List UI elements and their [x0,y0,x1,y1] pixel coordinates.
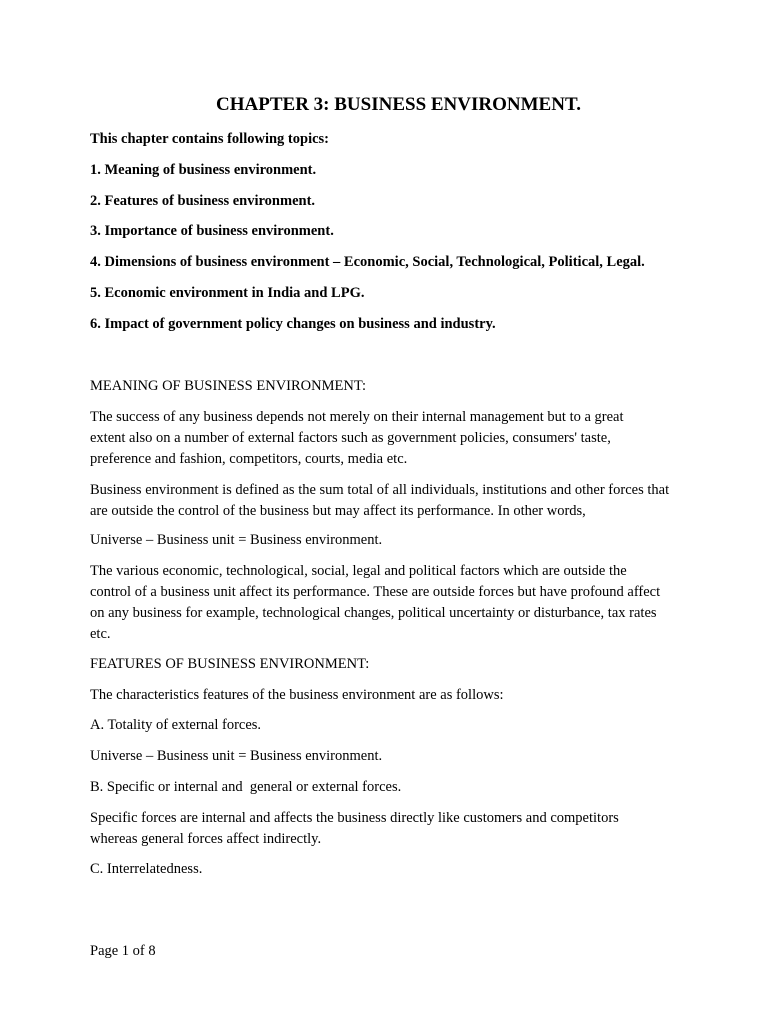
feature-item-a: A. Totality of external forces. [90,717,262,733]
feature-b-description: Specific forces are internal and affects the business directly like customers and competitors whereas general forces affect indirectly. [90,810,619,847]
feature-item-c: C. Interrelatedness. [90,861,203,877]
chapter-title: CHAPTER 3: BUSINESS ENVIRONMENT. [216,94,581,115]
topic-item-2: 2. Features of business environment. [90,193,316,209]
meaning-paragraph-3: The various economic, technological, social, legal and political factors which are outside the control of a business unit affect its performance. These are outside forces but have profound affect on any business for example, technological changes, political uncertainty or disturbance, tax rates etc. [90,563,661,642]
meaning-paragraph-1: The success of any business depends not merely on their internal management but to a great extent also on a number of external factors such as government policies, consumers' taste, preference and fashion, competitors, courts, media etc. [90,409,624,467]
topic-item-4: 4. Dimensions of business environment – Economic, Social, Technological, Political, Legal. [90,254,645,270]
feature-item-b: B. Specific or internal and general or external forces. [90,779,402,795]
meaning-paragraph-2: Business environment is defined as the sum total of all individuals, institutions and other forces that are outside the control of the business but may affect its performance. In other words, [90,482,670,519]
topic-item-6: 6. Impact of government policy changes on business and industry. [90,316,496,332]
meaning-heading: MEANING OF BUSINESS ENVIRONMENT: [90,378,366,394]
topics-intro: This chapter contains following topics: [90,131,330,147]
topic-item-5: 5. Economic environment in India and LPG. [90,285,365,301]
meaning-formula: Universe – Business unit = Business environment. [90,532,383,548]
page-number: Page 1 of 8 [90,943,156,959]
features-intro: The characteristics features of the business environment are as follows: [90,687,504,703]
topic-item-3: 3. Importance of business environment. [90,223,334,239]
features-heading: FEATURES OF BUSINESS ENVIRONMENT: [90,656,370,672]
topic-item-1: 1. Meaning of business environment. [90,162,317,178]
features-formula: Universe – Business unit = Business environment. [90,748,383,764]
